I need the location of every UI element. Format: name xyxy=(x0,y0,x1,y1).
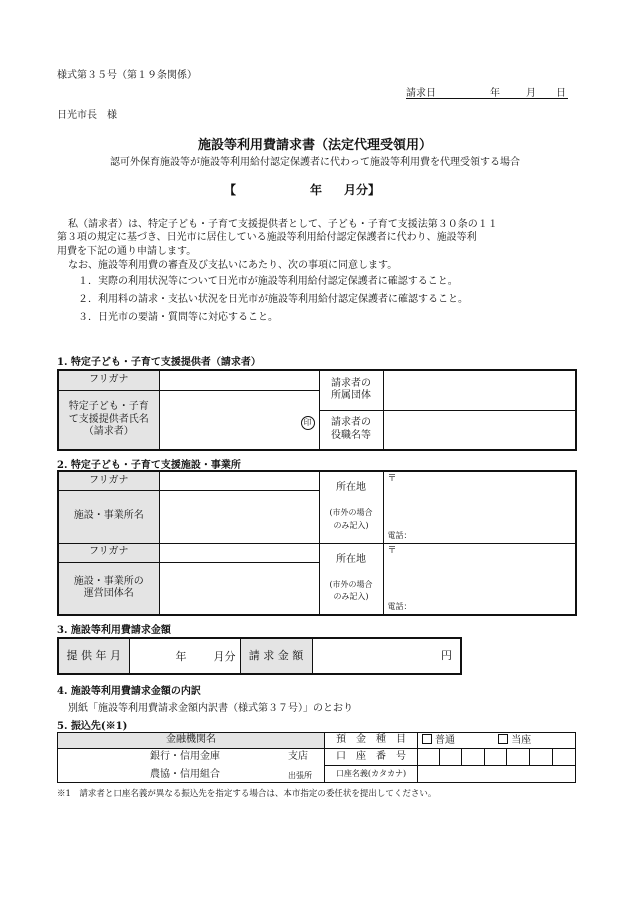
amount-label: 請 求 金 額 xyxy=(240,638,312,674)
intro-line-1: 私（請求者）は、特定子ども・子育て支援提供者として、子ども・子育て支援法第３０条の１１ xyxy=(68,219,498,230)
facility-postal-mark: 〒 xyxy=(387,474,397,484)
operator-address-field[interactable] xyxy=(383,543,576,615)
consent-item-2: ２．利用料の請求・支払い状況を日光市が施設等利用給付認定保護者に確認すること。 xyxy=(78,294,468,305)
facility-name-field[interactable] xyxy=(159,490,319,543)
section4-heading: 4. 施設等利用費請求金額の内訳 xyxy=(57,686,201,697)
operator-furigana-field[interactable] xyxy=(159,543,319,562)
operator-address-label: 所在地 (市外の場合 のみ記入) xyxy=(319,543,383,615)
deposit-type-options xyxy=(418,733,576,749)
facility-furigana-field[interactable] xyxy=(159,471,319,490)
facility-furigana-label: フリガナ xyxy=(58,471,159,490)
title-label: 請求者の 役職名等 xyxy=(319,410,383,450)
branch-type-1: 支店 xyxy=(288,751,308,762)
request-date-year: 年 xyxy=(490,88,500,99)
facility-address-label: 所在地 (市外の場合 のみ記入) xyxy=(319,471,383,543)
addressee: 日光市長 様 xyxy=(57,110,117,121)
checkbox-icon xyxy=(498,734,508,744)
account-name-field[interactable] xyxy=(418,766,576,783)
seal-mark: 印 xyxy=(301,416,315,430)
amount-table xyxy=(57,637,462,675)
footnote: ※1 請求者と口座名義が異なる振込先を指定する場合は、本市指定の委任状を提出してください。 xyxy=(57,789,437,799)
org-label: 請求者の 所属団体 xyxy=(319,370,383,410)
branch-type-2: 出張所 xyxy=(288,771,312,780)
provided-year-unit: 年 xyxy=(175,650,187,663)
section1-heading: 1. 特定子ども・子育て支援提供者（請求者） xyxy=(57,357,261,368)
provided-month-field[interactable] xyxy=(129,638,240,674)
intro-line-3: 用費を下記の通り申請します。 xyxy=(57,246,197,257)
period-open: 【 xyxy=(224,183,237,197)
regular-checkbox[interactable]: 普通 xyxy=(422,735,455,746)
bank-type-2: 農協・信用組合 xyxy=(150,769,220,780)
request-date xyxy=(406,84,568,99)
request-date-month: 月 xyxy=(526,88,536,99)
operator-phone-label: 電話： xyxy=(387,602,412,611)
intro-line-4: なお、施設等利用費の審査及び支払いにあたり、次の事項に同意します。 xyxy=(68,260,398,271)
consent-item-3: ３．日光市の要請・質問等に対応すること。 xyxy=(78,312,278,323)
provider-name-label: 特定子ども・子育 て支援提供者氏名 （請求者） xyxy=(58,390,159,450)
operator-name-field[interactable] xyxy=(159,562,319,615)
provided-month-unit: 月分 xyxy=(213,650,236,663)
operator-postal-mark: 〒 xyxy=(387,545,397,556)
account-digit-4[interactable] xyxy=(485,749,507,766)
form-number: 様式第３５号（第１９条関係） xyxy=(57,70,197,81)
consent-item-1: １．実際の利用状況等について日光市が施設等利用給付認定保護者に確認すること。 xyxy=(78,276,458,287)
provider-name-field[interactable] xyxy=(159,390,319,450)
current-checkbox[interactable]: 当座 xyxy=(498,735,531,746)
facility-phone-label: 電話： xyxy=(387,530,412,540)
account-digit-2[interactable] xyxy=(440,749,462,766)
furigana-field[interactable] xyxy=(159,370,319,390)
page-subtitle: 認可外保育施設等が施設等利用給付認定保護者に代わって施設等利用費を代理受領する場合 xyxy=(110,157,520,168)
section5-heading: 5. 振込先(※1) xyxy=(57,721,128,732)
provided-month-label: 提 供 年 月 xyxy=(58,638,129,674)
section2-heading: 2. 特定子ども・子育て支援施設・事業所 xyxy=(57,460,241,471)
org-field[interactable] xyxy=(383,370,576,410)
account-number-label: 口 座 番 号 xyxy=(325,749,418,766)
bank-name-field[interactable] xyxy=(58,749,325,783)
title-field[interactable] xyxy=(383,410,576,450)
page-title: 施設等利用費請求書（法定代理受領用） xyxy=(197,138,432,153)
deposit-type-label: 預 金 種 目 xyxy=(325,733,418,749)
section3-heading: 3. 施設等利用費請求金額 xyxy=(57,625,171,636)
account-name-label: 口座名義(カタカナ) xyxy=(325,766,418,783)
request-date-label: 請求日 xyxy=(406,88,436,99)
bank-name-header: 金融機関名 xyxy=(58,733,325,749)
account-digit-3[interactable] xyxy=(462,749,485,766)
account-digit-5[interactable] xyxy=(507,749,530,766)
period-year: 年 xyxy=(310,183,323,197)
account-digit-6[interactable] xyxy=(530,749,553,766)
furigana-label: フリガナ xyxy=(58,370,159,390)
facility-table xyxy=(57,470,577,616)
facility-name-label: 施設・事業所名 xyxy=(58,490,159,543)
intro-line-2: 第３項の規定に基づき、日光市に居住している施設等利用給付認定保護者に代わり、施設等利 xyxy=(57,232,477,243)
checkbox-icon xyxy=(422,734,432,744)
bank-type-1: 銀行・信用金庫 xyxy=(150,751,220,762)
request-date-day: 日 xyxy=(556,88,566,99)
account-digit-7[interactable] xyxy=(553,749,576,766)
breakdown-note: 別紙「施設等利用費請求金額内訳書（様式第３７号）」のとおり xyxy=(68,703,353,714)
facility-address-field[interactable] xyxy=(383,471,576,543)
operator-name-label: 施設・事業所の 運営団体名 xyxy=(58,562,159,615)
amount-field[interactable] xyxy=(312,638,461,674)
yen-unit: 円 xyxy=(441,649,452,663)
provider-table xyxy=(57,369,577,451)
operator-furigana-label: フリガナ xyxy=(58,543,159,562)
period-month: 月分】 xyxy=(344,183,381,197)
bank-table xyxy=(57,732,576,783)
account-digit-1[interactable] xyxy=(418,749,440,766)
